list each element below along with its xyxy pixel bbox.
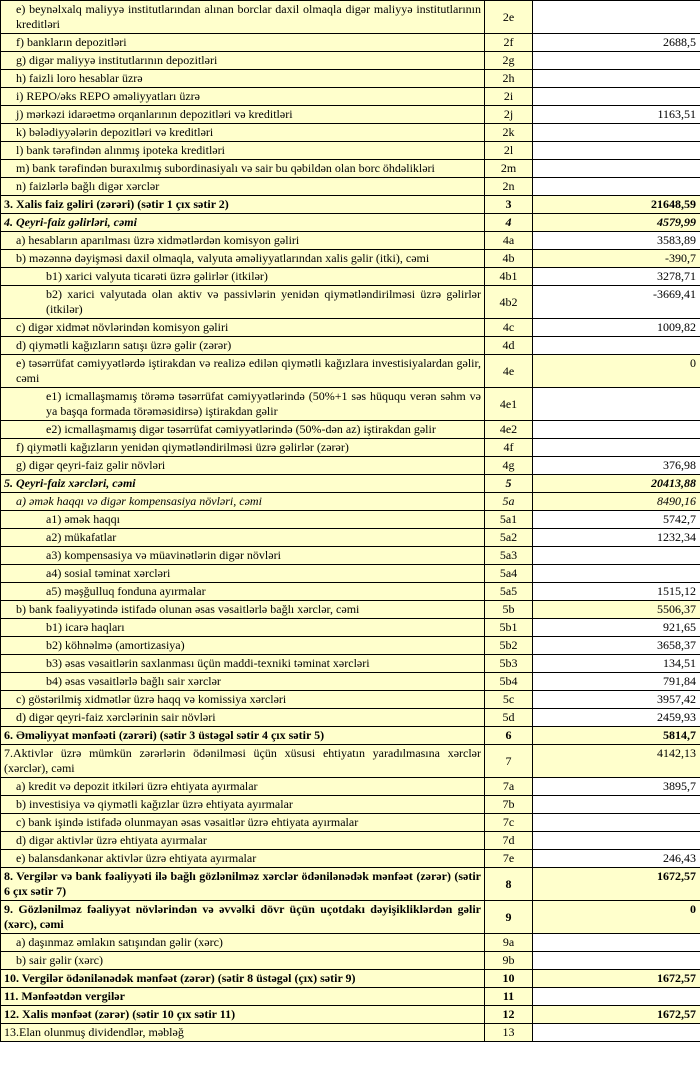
row-value-cell[interactable]: 791,84 <box>533 673 700 691</box>
table-row <box>1 691 700 709</box>
row-label: i) REPO/əks REPO əməliyyatları üzrə <box>1 88 485 106</box>
row-label: e) balansdankənar aktivlər üzrə ehtiyata ayırmalar <box>1 850 485 868</box>
row-value-cell[interactable] <box>533 934 700 952</box>
row-value-cell: 4579,99 <box>533 214 700 232</box>
row-value-cell: 20413,88 <box>533 475 700 493</box>
row-value-cell[interactable]: 5742,7 <box>533 511 700 529</box>
table-row <box>1 547 700 565</box>
row-value-cell[interactable] <box>533 565 700 583</box>
row-label: d) qiymətli kağızların satışı üzrə gəlir (zərər) <box>1 337 485 355</box>
row-label: b1) xarici valyuta ticarəti üzrə gəlirlər (itkilər) <box>1 268 485 286</box>
table-row <box>1 511 700 529</box>
row-label: c) bank işində istifadə olunmayan əsas vəsaitlər üzrə ehtiyata ayırmalar <box>1 814 485 832</box>
row-value-cell[interactable]: 1009,82 <box>533 319 700 337</box>
table-body <box>1 1 700 1042</box>
row-value-cell: 0 <box>533 355 700 388</box>
row-code: 7 <box>485 745 533 778</box>
row-label: b) məzənnə dəyişməsi daxil olmaqla, valyuta əməliyyatlarından xalis gəlir (itki), cəmi <box>1 250 485 268</box>
row-value-cell[interactable]: 921,65 <box>533 619 700 637</box>
row-label: 9. Gözlənilməz fəaliyyət növlərindən və əvvəlki dövr üçün uçotdakı dəyişikliklərdən gəlir (xərc), cəmi <box>1 901 485 934</box>
row-value-cell[interactable] <box>533 988 700 1006</box>
row-code: 4e <box>485 355 533 388</box>
row-code: 5a <box>485 493 533 511</box>
row-value-cell[interactable] <box>533 70 700 88</box>
row-label: e2) icmallaşmamış digər təsərrüfat cəmiyyətlərində (50%-dən az) iştirakdan gəlir <box>1 421 485 439</box>
row-code: 8 <box>485 868 533 901</box>
row-value-cell[interactable] <box>533 952 700 970</box>
row-label: a1) əmək haqqı <box>1 511 485 529</box>
row-value-cell: 1672,57 <box>533 970 700 988</box>
table-row <box>1 832 700 850</box>
row-value-cell[interactable]: 2688,5 <box>533 34 700 52</box>
row-label: e) təsərrüfat cəmiyyətlərdə iştirakdan və realizə edilən qiymətli kağızlara investisiyalardan gəlir, cəmi <box>1 355 485 388</box>
row-code: 5a1 <box>485 511 533 529</box>
row-label: b3) əsas vəsaitlərin saxlanması üçün maddi-texniki təminat xərcləri <box>1 655 485 673</box>
row-value-cell: 1672,57 <box>533 1006 700 1024</box>
row-code: 2e <box>485 1 533 34</box>
row-code: 7c <box>485 814 533 832</box>
table-row <box>1 1 700 34</box>
table-row <box>1 529 700 547</box>
row-code: 4b2 <box>485 286 533 319</box>
table-row <box>1 214 700 232</box>
row-code: 7e <box>485 850 533 868</box>
row-label: a) kredit və depozit itkiləri üzrə ehtiyata ayırmalar <box>1 778 485 796</box>
row-value-cell[interactable] <box>533 796 700 814</box>
row-value-cell: 0 <box>533 901 700 934</box>
row-value-cell[interactable] <box>533 124 700 142</box>
row-code: 7d <box>485 832 533 850</box>
row-code: 4 <box>485 214 533 232</box>
table-row <box>1 934 700 952</box>
row-label: 7.Aktivlər üzrə mümkün zərərlərin ödənilməsi üçün xüsusi ehtiyatın yaradılmasına xərclər (xərclər), cəmi <box>1 745 485 778</box>
table-row <box>1 601 700 619</box>
row-label: f) qiymətli kağızların yenidən qiymətləndirilməsi üzrə gəlirlər (zərər) <box>1 439 485 457</box>
table-row <box>1 901 700 934</box>
row-label: a) əmək haqqı və digər kompensasiya növləri, cəmi <box>1 493 485 511</box>
table-row <box>1 232 700 250</box>
row-label: 3. Xalis faiz gəliri (zərəri) (sətir 1 çıx sətir 2) <box>1 196 485 214</box>
row-value-cell[interactable]: 134,51 <box>533 655 700 673</box>
row-label: k) bələdiyyələrin depozitləri və kreditləri <box>1 124 485 142</box>
table-row <box>1 619 700 637</box>
row-label: b2) xarici valyutada olan aktiv və passivlərin yenidən qiymətləndirilməsi üzrə gəlirlər (itkilər) <box>1 286 485 319</box>
row-value-cell[interactable] <box>533 421 700 439</box>
row-value-cell[interactable]: 2459,93 <box>533 709 700 727</box>
row-label: g) digər maliyyə institutlarının depozitləri <box>1 52 485 70</box>
table-row <box>1 796 700 814</box>
row-value-cell[interactable] <box>533 439 700 457</box>
row-code: 5b3 <box>485 655 533 673</box>
row-label: h) faizli loro hesablar üzrə <box>1 70 485 88</box>
row-code: 5 <box>485 475 533 493</box>
row-label: a5) məşğulluq fonduna ayırmalar <box>1 583 485 601</box>
table-row <box>1 388 700 421</box>
row-value-cell[interactable] <box>533 88 700 106</box>
row-value-cell[interactable]: 3583,89 <box>533 232 700 250</box>
table-row <box>1 88 700 106</box>
row-label: 4. Qeyri-faiz gəlirləri, cəmi <box>1 214 485 232</box>
row-label: 12. Xalis mənfəət (zərər) (sətir 10 çıx sətir 11) <box>1 1006 485 1024</box>
table-row <box>1 637 700 655</box>
row-code: 4c <box>485 319 533 337</box>
row-code: 10 <box>485 970 533 988</box>
row-value-cell[interactable]: 246,43 <box>533 850 700 868</box>
row-label: j) mərkəzi idarəetmə orqanlarının depozitləri və kreditləri <box>1 106 485 124</box>
row-label: b1) icarə haqları <box>1 619 485 637</box>
row-code: 4d <box>485 337 533 355</box>
row-label: m) bank tərəfindən buraxılmış subordinasiyalı və sair bu qəbildən olan borc öhdəlikləri <box>1 160 485 178</box>
table-row <box>1 142 700 160</box>
row-value-cell[interactable]: 3278,71 <box>533 268 700 286</box>
table-row <box>1 1024 700 1042</box>
table-row <box>1 355 700 388</box>
table-row <box>1 286 700 319</box>
row-code: 4b <box>485 250 533 268</box>
row-label: 11. Mənfəətdən vergilər <box>1 988 485 1006</box>
row-value-cell[interactable]: 3895,7 <box>533 778 700 796</box>
table-row <box>1 970 700 988</box>
table-row <box>1 52 700 70</box>
row-code: 11 <box>485 988 533 1006</box>
table-row <box>1 850 700 868</box>
row-value-cell: 5814,7 <box>533 727 700 745</box>
table-row <box>1 319 700 337</box>
table-row <box>1 1006 700 1024</box>
row-code: 4f <box>485 439 533 457</box>
row-label: 6. Əməliyyat mənfəəti (zərəri) (sətir 3 üstəgəl sətir 4 çıx sətir 5) <box>1 727 485 745</box>
row-value-cell: 1672,57 <box>533 868 700 901</box>
row-code: 2g <box>485 52 533 70</box>
row-code: 2f <box>485 34 533 52</box>
row-label: l) bank tərəfindən alınmış ipoteka kreditləri <box>1 142 485 160</box>
row-label: 8. Vergilər və bank fəaliyyəti ilə bağlı gözlənilməz xərclər ödənilənədək mənfəət (zərər) (sətir 6 çıx sətir 7) <box>1 868 485 901</box>
row-label: a) daşınmaz əmlakın satışından gəlir (xərc) <box>1 934 485 952</box>
row-value-cell[interactable]: 3957,42 <box>533 691 700 709</box>
row-code: 2n <box>485 178 533 196</box>
row-code: 4a <box>485 232 533 250</box>
row-label: e1) icmallaşmamış törəmə təsərrüfat cəmiyyətlərində (50%+1 səs hüququ verən səhm və ya başqa formada törəməsidirsə) iştirakdan gəlir <box>1 388 485 421</box>
table-row <box>1 868 700 901</box>
table-row <box>1 196 700 214</box>
row-label: g) digər qeyri-faiz gəlir növləri <box>1 457 485 475</box>
table-row <box>1 952 700 970</box>
row-code: 5a4 <box>485 565 533 583</box>
table-row <box>1 709 700 727</box>
row-value-cell: 8490,16 <box>533 493 700 511</box>
table-row <box>1 745 700 778</box>
table-row <box>1 457 700 475</box>
row-label: b2) köhnəlmə (amortizasiya) <box>1 637 485 655</box>
row-code: 13 <box>485 1024 533 1042</box>
row-label: e) beynəlxalq maliyyə institutlarından alınan borclar daxil olmaqla digər maliyyə institutlarının kreditləri <box>1 1 485 34</box>
table-row <box>1 70 700 88</box>
table-row <box>1 988 700 1006</box>
table-row <box>1 439 700 457</box>
row-value-cell[interactable] <box>533 337 700 355</box>
table-row <box>1 34 700 52</box>
table-row <box>1 178 700 196</box>
row-code: 12 <box>485 1006 533 1024</box>
row-value-cell[interactable] <box>533 160 700 178</box>
row-label: n) faizlərlə bağlı digər xərclər <box>1 178 485 196</box>
row-code: 2l <box>485 142 533 160</box>
row-label: b4) əsas vəsaitlərlə bağlı sair xərclər <box>1 673 485 691</box>
row-value-cell[interactable] <box>533 1024 700 1042</box>
row-code: 2j <box>485 106 533 124</box>
row-code: 2i <box>485 88 533 106</box>
row-label: d) digər aktivlər üzrə ehtiyata ayırmalar <box>1 832 485 850</box>
row-label: a) hesabların aparılması üzrə xidmətlərdən komisyon gəliri <box>1 232 485 250</box>
table-row <box>1 475 700 493</box>
row-value-cell[interactable] <box>533 52 700 70</box>
row-value-cell[interactable]: -3669,41 <box>533 286 700 319</box>
row-code: 4e2 <box>485 421 533 439</box>
row-label: 13.Elan olunmuş dividendlər, məbləğ <box>1 1024 485 1042</box>
row-value-cell: 21648,59 <box>533 196 700 214</box>
row-value-cell[interactable] <box>533 388 700 421</box>
row-code: 9b <box>485 952 533 970</box>
row-label: b) sair gəlir (xərc) <box>1 952 485 970</box>
table-row <box>1 778 700 796</box>
row-label: b) bank fəaliyyətində istifadə olunan əsas vəsaitlərlə bağlı xərclər, cəmi <box>1 601 485 619</box>
row-code: 7b <box>485 796 533 814</box>
row-code: 2k <box>485 124 533 142</box>
table-row <box>1 583 700 601</box>
table-row <box>1 727 700 745</box>
table-row <box>1 337 700 355</box>
row-label: c) digər xidmət növlərindən komisyon gəliri <box>1 319 485 337</box>
row-code: 4g <box>485 457 533 475</box>
row-code: 5a5 <box>485 583 533 601</box>
table-row <box>1 655 700 673</box>
row-code: 2m <box>485 160 533 178</box>
table-row <box>1 160 700 178</box>
row-label: b) investisiya və qiymətli kağızlar üzrə ehtiyata ayırmalar <box>1 796 485 814</box>
row-code: 5a2 <box>485 529 533 547</box>
row-code: 3 <box>485 196 533 214</box>
row-code: 9a <box>485 934 533 952</box>
row-label: c) göstərilmiş xidmətlər üzrə haqq və komissiya xərcləri <box>1 691 485 709</box>
row-label: f) bankların depozitləri <box>1 34 485 52</box>
row-label: 5. Qeyri-faiz xərcləri, cəmi <box>1 475 485 493</box>
row-code: 6 <box>485 727 533 745</box>
row-value-cell[interactable]: 1232,34 <box>533 529 700 547</box>
row-value-cell[interactable] <box>533 547 700 565</box>
row-value-cell: -390,7 <box>533 250 700 268</box>
row-code: 5b <box>485 601 533 619</box>
row-code: 5d <box>485 709 533 727</box>
table-row <box>1 250 700 268</box>
table-row <box>1 493 700 511</box>
row-value-cell: 5506,37 <box>533 601 700 619</box>
row-code: 5b4 <box>485 673 533 691</box>
row-label: a2) mükafatlar <box>1 529 485 547</box>
table-row <box>1 106 700 124</box>
table-row <box>1 565 700 583</box>
row-code: 5c <box>485 691 533 709</box>
row-code: 4b1 <box>485 268 533 286</box>
row-label: a3) kompensasiya və müavinətlərin digər növləri <box>1 547 485 565</box>
row-code: 7a <box>485 778 533 796</box>
row-value-cell[interactable] <box>533 1 700 34</box>
row-value-cell[interactable] <box>533 832 700 850</box>
row-label: a4) sosial təminat xərcləri <box>1 565 485 583</box>
row-value-cell[interactable]: 376,98 <box>533 457 700 475</box>
row-value-cell[interactable] <box>533 814 700 832</box>
row-value-cell: 4142,13 <box>533 745 700 778</box>
row-value-cell[interactable] <box>533 178 700 196</box>
row-value-cell[interactable]: 1515,12 <box>533 583 700 601</box>
row-value-cell[interactable]: 3658,37 <box>533 637 700 655</box>
row-label: 10. Vergilər ödənilənədək mənfəət (zərər) (sətir 8 üstəgəl (çıx) sətir 9) <box>1 970 485 988</box>
row-code: 5a3 <box>485 547 533 565</box>
table-row <box>1 673 700 691</box>
table-row <box>1 421 700 439</box>
row-code: 4e1 <box>485 388 533 421</box>
row-label: d) digər qeyri-faiz xərclərinin sair növləri <box>1 709 485 727</box>
row-code: 2h <box>485 70 533 88</box>
row-code: 5b2 <box>485 637 533 655</box>
table-row <box>1 124 700 142</box>
row-code: 9 <box>485 901 533 934</box>
table-row <box>1 814 700 832</box>
row-value-cell[interactable] <box>533 142 700 160</box>
row-code: 5b1 <box>485 619 533 637</box>
table-row <box>1 268 700 286</box>
row-value-cell[interactable]: 1163,51 <box>533 106 700 124</box>
